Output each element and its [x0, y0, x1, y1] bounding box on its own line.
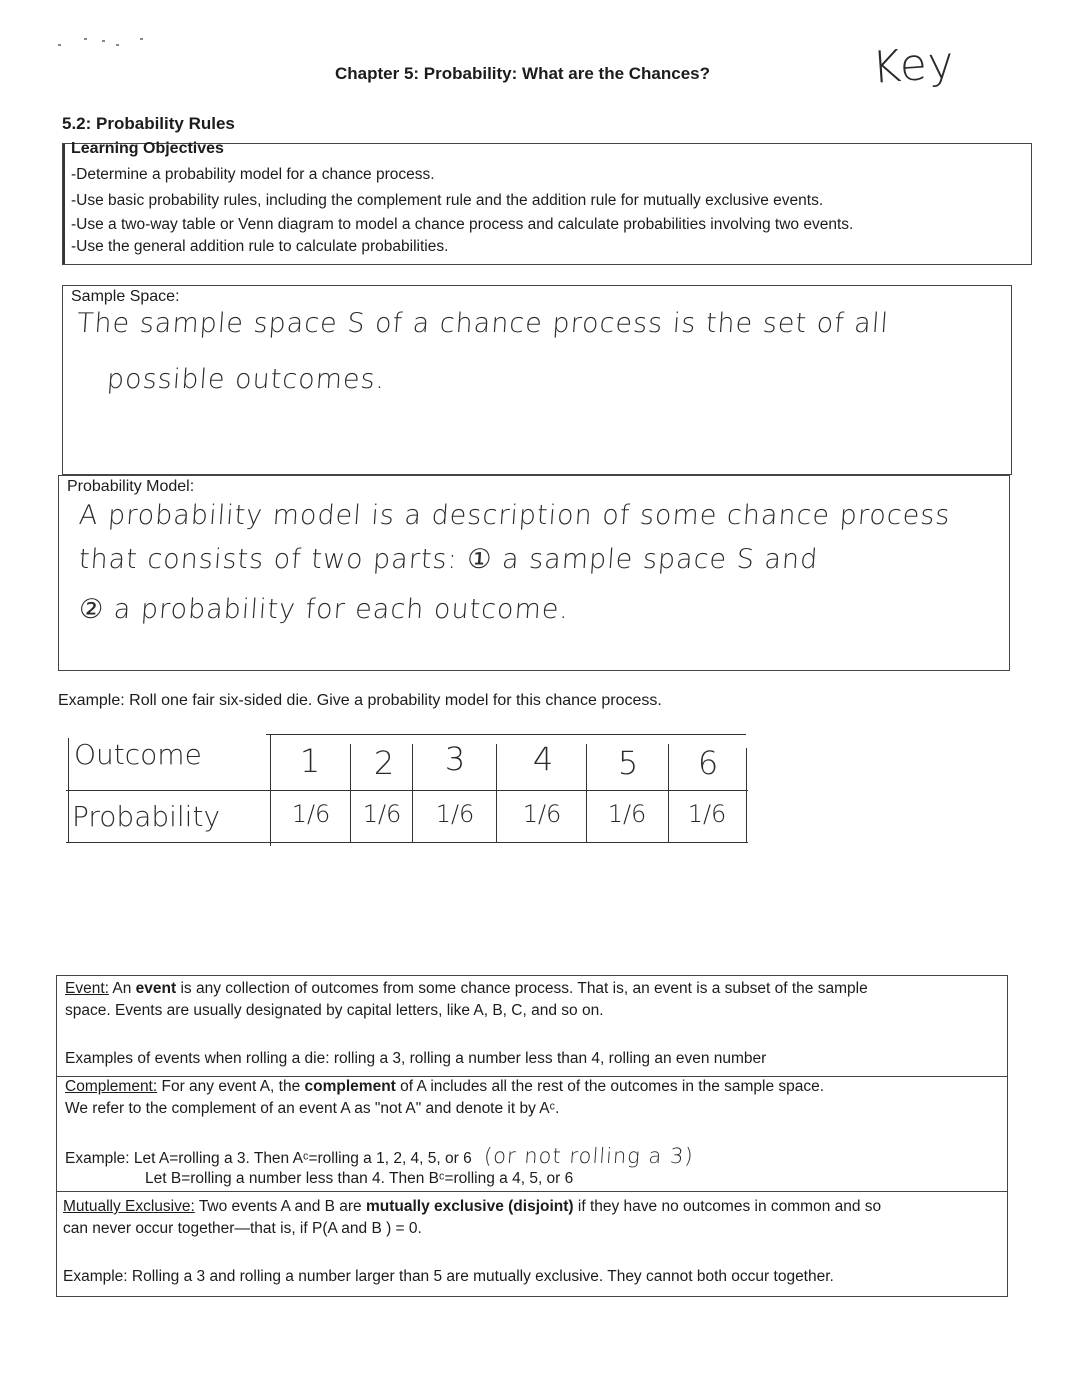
outcome-value: 1: [299, 742, 321, 780]
die-example-prompt: Example: Roll one fair six-sided die. Give a probability model for this chance process.: [58, 692, 662, 709]
probability-model-answer-line-1: A probability model is a description of some chance process: [77, 500, 952, 531]
complement-example-b: Let B=rolling a number less than 4. Then Bᶜ=rolling a 4, 5, or 6: [145, 1170, 574, 1187]
sample-space-label: Sample Space:: [71, 288, 180, 305]
probability-value: 1/6: [522, 800, 562, 828]
complement-definition-line-2: We refer to the complement of an event A as "not A" and denote it by Aᶜ.: [65, 1100, 560, 1117]
mutually-exclusive-def-text: Two events A and B are: [194, 1198, 366, 1215]
learning-objectives-box: [62, 140, 1032, 265]
event-term: Event:: [65, 980, 109, 997]
probability-value: 1/6: [291, 800, 331, 828]
outcome-value: 4: [532, 740, 554, 778]
chapter-title: Chapter 5: Probability: What are the Chances?: [335, 64, 711, 83]
complement-word: complement: [304, 1078, 396, 1095]
mutually-exclusive-def-text: if they have no outcomes in common and so: [573, 1198, 882, 1215]
objective-item: -Determine a probability model for a chance process.: [71, 166, 435, 183]
key-annotation: Key: [870, 37, 957, 94]
complement-example-a-text: Example: Let A=rolling a 3. Then Aᶜ=rolling a 1, 2, 4, 5, or 6: [65, 1150, 472, 1167]
complement-def-text: For any event A, the: [157, 1078, 305, 1095]
event-def-text: is any collection of outcomes from some chance process. That is, an event is a subset of the sample: [176, 980, 868, 997]
probability-model-answer-line-2: that consists of two parts: ① a sample space S and: [77, 544, 820, 575]
mutually-exclusive-word: mutually exclusive (disjoint): [366, 1198, 574, 1215]
mutually-exclusive-example: Example: Rolling a 3 and rolling a number larger than 5 are mutually exclusive. They cannot both occur together.: [63, 1268, 834, 1285]
outcome-value: 2: [373, 744, 395, 782]
divider: [57, 1076, 1007, 1077]
objective-item: -Use a two-way table or Venn diagram to model a chance process and calculate probabilities involving two events.: [71, 216, 854, 233]
mutually-exclusive-term: Mutually Exclusive:: [63, 1198, 195, 1215]
section-title: 5.2: Probability Rules: [62, 114, 235, 133]
probability-value: 1/6: [362, 800, 402, 828]
probability-value: 1/6: [435, 800, 475, 828]
outcome-value: 5: [617, 744, 639, 782]
outcome-row-header: Outcome: [74, 738, 202, 771]
probability-value: 1/6: [607, 800, 647, 828]
sample-space-answer-line-1: The sample space S of a chance process is the set of all: [75, 308, 890, 339]
outcome-value: 3: [444, 740, 466, 778]
complement-definition-line-1: [65, 1078, 824, 1096]
learning-objectives-heading: Learning Objectives: [71, 140, 224, 157]
mutually-exclusive-definition-line-2: can never occur together—that is, if P(A and B ) = 0.: [63, 1220, 422, 1237]
event-definition-line-1: [65, 980, 868, 998]
divider: [57, 1191, 1007, 1192]
event-def-text: An: [108, 980, 136, 997]
complement-example-a-handwritten: (or not rolling a 3): [483, 1144, 695, 1168]
box-left-rule: [63, 144, 65, 264]
outcome-value: 6: [697, 744, 719, 782]
complement-term: Complement:: [65, 1078, 158, 1095]
event-examples-line: Examples of events when rolling a die: rolling a 3, rolling a number less than 4, rolling an even number: [65, 1050, 767, 1067]
probability-row-header: Probability: [72, 800, 221, 833]
objective-item: -Use the general addition rule to calculate probabilities.: [71, 238, 449, 255]
probability-model-answer-line-3: ② a probability for each outcome.: [77, 594, 571, 625]
probability-model-label: Probability Model:: [67, 478, 195, 495]
sample-space-box: [62, 285, 1012, 475]
objective-item: -Use basic probability rules, including the complement rule and the addition rule for mutually exclusive events.: [71, 192, 824, 209]
probability-value: 1/6: [687, 800, 727, 828]
outcome-probability-table: [66, 734, 750, 846]
event-definition-line-2: space. Events are usually designated by capital letters, like A, B, C, and so on.: [65, 1002, 604, 1019]
sample-space-answer-line-2: possible outcomes.: [105, 364, 387, 395]
probability-model-box: [58, 475, 1010, 671]
event-definitions-box: [56, 975, 1008, 1297]
complement-example-a: [65, 1144, 694, 1168]
complement-def-text: of A includes all the rest of the outcomes in the sample space.: [395, 1078, 825, 1095]
mutually-exclusive-definition-line-1: [63, 1198, 881, 1216]
event-word: event: [135, 980, 177, 997]
